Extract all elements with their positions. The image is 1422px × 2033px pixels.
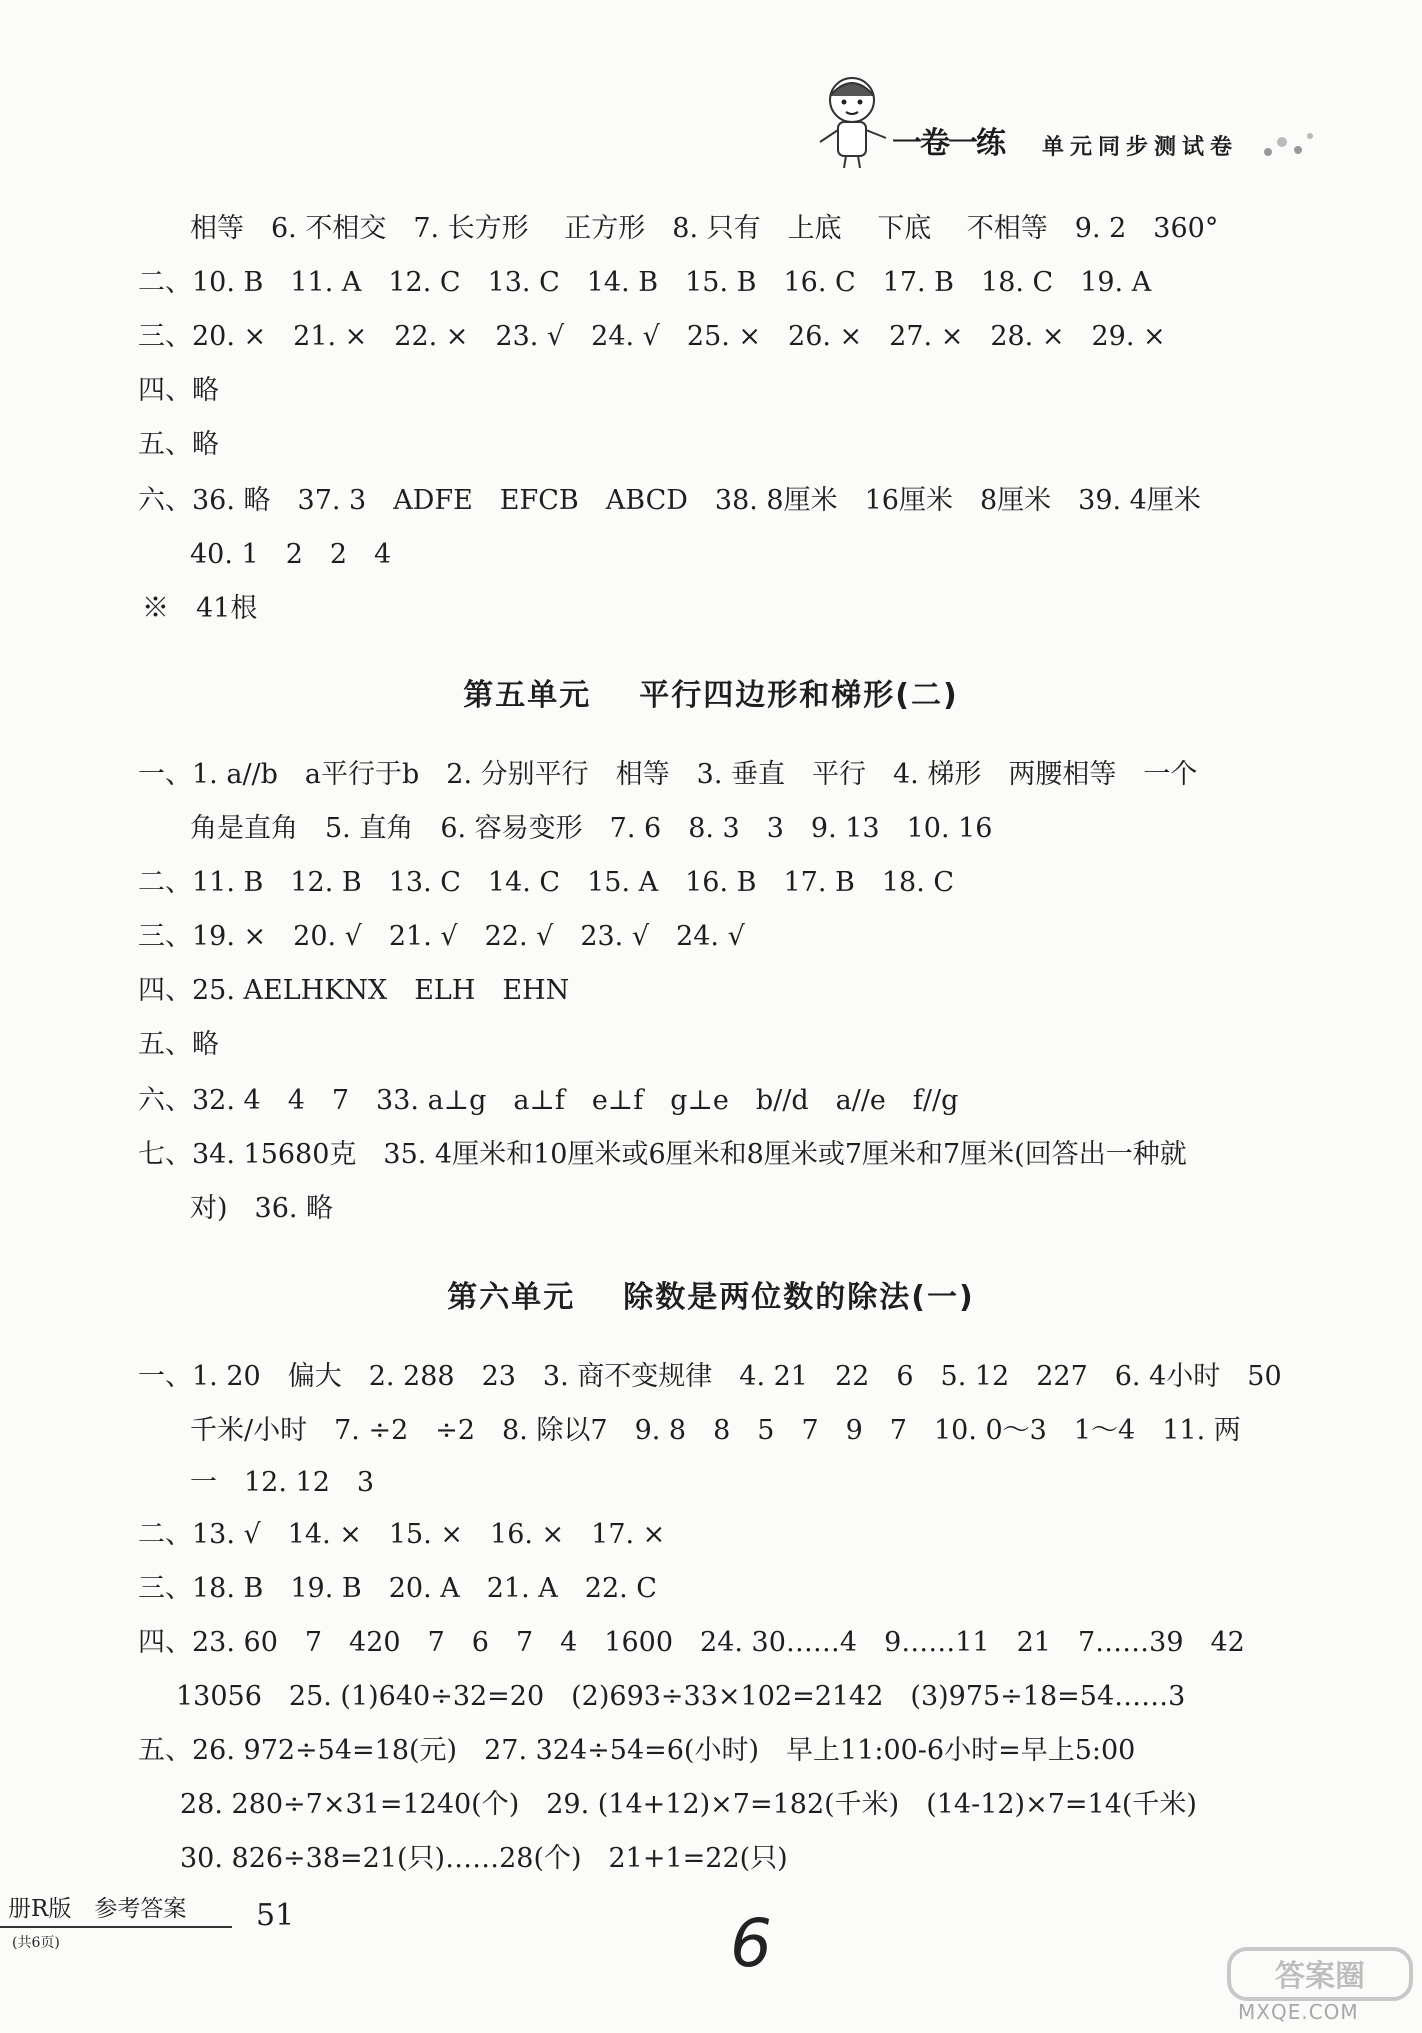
watermark-logo-text: 答案圈 [1275,1959,1365,1994]
answer-line: 四、23. 60 7 420 7 6 7 4 1600 24. 30……4 9……11 21 7……39 42 [138,1627,1245,1658]
page-header [800,70,1320,170]
series-title: 单元同步测试卷 [1042,134,1239,160]
answer-line: 四、略 [138,375,219,406]
unit6-heading [0,1272,1422,1316]
answer-line: ※ 41根 [142,593,258,624]
brand-logo-text: 一卷一练 [892,126,1004,161]
answer-line: 角是直角 5. 直角 6. 容易变形 7. 6 8. 3 3 9. 13 10. 16 [190,813,993,844]
unit5-title: 第五单元 [463,678,592,713]
answer-line: 二、13. √ 14. × 15. × 16. × 17. × [138,1519,666,1550]
unit5-heading [0,670,1422,714]
answer-line: 七、34. 15680克 35. 4厘米和10厘米或6厘米和8厘米或7厘米和7厘米(回答出一种就 [138,1139,1187,1170]
answer-line: 三、18. B 19. B 20. A 21. A 22. C [138,1573,657,1604]
answer-line: 一 12. 12 3 [190,1467,375,1498]
page-number: 51 [256,1898,295,1933]
answer-line: 五、略 [138,429,219,460]
answer-line: 四、25. AELHKNX ELH EHN [138,975,570,1006]
answer-line: 30. 826÷38=21(只)……28(个) 21+1=22(只) [180,1843,788,1874]
answer-line: 40. 1 2 2 4 [190,539,392,570]
answer-line: 对) 36. 略 [190,1193,334,1224]
answer-line: 二、11. B 12. B 13. C 14. C 15. A 16. B 17. B 18. C [138,867,955,898]
answer-line: 28. 280÷7×31=1240(个) 29. (14+12)×7=182(千米) (14-12)×7=14(千米) [180,1789,1197,1820]
page-footer [0,1880,340,1980]
unit6-title: 第六单元 [447,1280,576,1315]
watermark-text: MXQE.COM [1238,2000,1359,2024]
answer-line: 五、26. 972÷54=18(元) 27. 324÷54=6(小时) 早上11:00-6小时=早上5:00 [138,1735,1136,1766]
answer-line: 一、1. a//b a平行于b 2. 分别平行 相等 3. 垂直 平行 4. 梯形 两腰相等 一个 [138,759,1198,790]
footer-sub: (共6页) [12,1935,60,1951]
answer-line: 三、19. × 20. √ 21. √ 22. √ 23. √ 24. √ [138,921,745,952]
decoration-icon [1258,122,1318,162]
answer-line: 相等 6. 不相交 7. 长方形 正方形 8. 只有 上底 下底 不相等 9. 2 360° [190,213,1219,244]
answer-line: 二、10. B 11. A 12. C 13. C 14. B 15. B 16. C 17. B 18. C 19. A [138,267,1152,298]
footer-label: 册R版 参考答案 [8,1896,187,1922]
answer-line: 一、1. 20 偏大 2. 288 23 3. 商不变规律 4. 21 22 6 5. 12 227 6. 4小时 50 [138,1361,1282,1392]
answer-line: 六、32. 4 4 7 33. a⊥g a⊥f e⊥f g⊥e b//d a//e f//g [138,1085,959,1116]
answer-line: 千米/小时 7. ÷2 ÷2 8. 除以7 9. 8 8 5 7 9 7 10. 0～3 1～4 11. 两 [190,1415,1241,1446]
answer-line: 13056 25. (1)640÷32=20 (2)693÷33×102=2142 (3)975÷18=54……3 [176,1681,1186,1712]
unit5-subtitle: 平行四边形和梯形(二) [639,678,959,713]
answer-line: 六、36. 略 37. 3 ADFE EFCB ABCD 38. 8厘米 16厘米 8厘米 39. 4厘米 [138,485,1201,516]
answer-line: 三、20. × 21. × 22. × 23. √ 24. √ 25. × 26. × 27. × 28. × 29. × [138,321,1166,352]
unit6-subtitle: 除数是两位数的除法(一) [623,1280,975,1315]
answer-line: 五、略 [138,1029,219,1060]
footer-divider [0,1926,232,1928]
handwritten-number: 6 [730,1905,772,1982]
